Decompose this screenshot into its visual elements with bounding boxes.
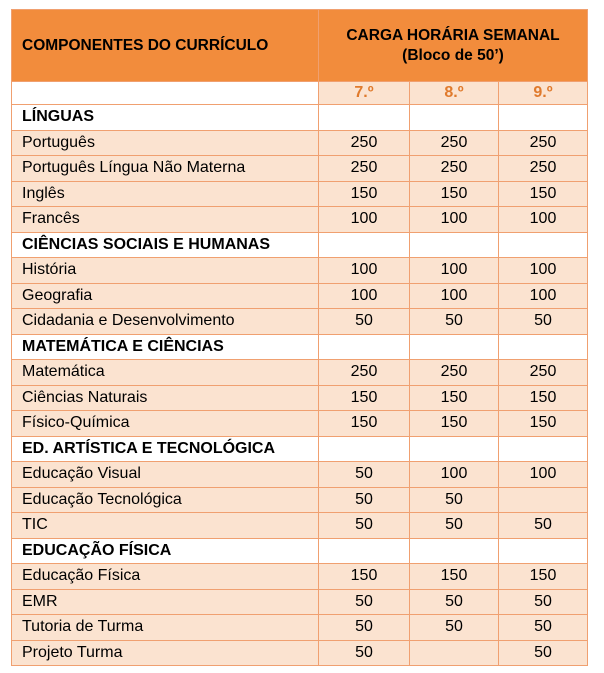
hours-cell-year-9	[499, 105, 588, 131]
component-label: Francês	[12, 207, 319, 233]
hours-cell-year-9: 250	[499, 360, 588, 386]
hours-cell-year-7	[319, 538, 410, 564]
hours-cell-year-8: 50	[410, 513, 499, 539]
block-duration-note: (Bloco de 50’)	[402, 46, 504, 64]
table-row	[12, 487, 588, 513]
table-row	[12, 411, 588, 437]
hours-cell-year-7: 150	[319, 385, 410, 411]
hours-cell-year-9: 50	[499, 615, 588, 641]
hours-cell-year-7: 100	[319, 258, 410, 284]
component-label: Tutoria de Turma	[12, 615, 319, 641]
hours-cell-year-8: 100	[410, 283, 499, 309]
hours-cell-year-8: 50	[410, 487, 499, 513]
hours-cell-year-7: 50	[319, 589, 410, 615]
hours-cell-year-7: 50	[319, 462, 410, 488]
hours-cell-year-7: 50	[319, 615, 410, 641]
table-header-row	[12, 10, 588, 82]
hours-cell-year-9: 250	[499, 156, 588, 182]
hours-cell-year-8: 250	[410, 130, 499, 156]
category-row	[12, 334, 588, 360]
hours-cell-year-8: 50	[410, 615, 499, 641]
hours-cell-year-8: 150	[410, 411, 499, 437]
component-label: Matemática	[12, 360, 319, 386]
hours-cell-year-7: 150	[319, 564, 410, 590]
weekly-load-title: CARGA HORÁRIA SEMANAL	[346, 26, 560, 44]
component-label: Educação Visual	[12, 462, 319, 488]
category-row	[12, 105, 588, 131]
table-row	[12, 181, 588, 207]
table-row	[12, 258, 588, 284]
component-label: Português Língua Não Materna	[12, 156, 319, 182]
hours-cell-year-9: 50	[499, 589, 588, 615]
hours-cell-year-8	[410, 640, 499, 666]
component-label: Geografia	[12, 283, 319, 309]
table-body	[12, 105, 588, 666]
table-row	[12, 462, 588, 488]
year-7-header: 7.º	[319, 82, 410, 105]
table-row	[12, 564, 588, 590]
hours-cell-year-9: 100	[499, 207, 588, 233]
category-label: EDUCAÇÃO FÍSICA	[12, 538, 319, 564]
hours-cell-year-7: 100	[319, 283, 410, 309]
curriculum-table	[11, 9, 588, 666]
hours-cell-year-8: 100	[410, 462, 499, 488]
years-row	[12, 82, 588, 105]
hours-cell-year-7: 50	[319, 640, 410, 666]
hours-cell-year-8	[410, 105, 499, 131]
hours-cell-year-9	[499, 436, 588, 462]
hours-cell-year-7: 50	[319, 487, 410, 513]
components-header: COMPONENTES DO CURRÍCULO	[12, 10, 319, 82]
hours-cell-year-9: 150	[499, 385, 588, 411]
category-label: CIÊNCIAS SOCIAIS E HUMANAS	[12, 232, 319, 258]
hours-cell-year-8: 250	[410, 360, 499, 386]
table-row	[12, 283, 588, 309]
component-label: História	[12, 258, 319, 284]
component-label: EMR	[12, 589, 319, 615]
hours-cell-year-9: 100	[499, 258, 588, 284]
component-label: Físico-Química	[12, 411, 319, 437]
table-row	[12, 130, 588, 156]
category-label: MATEMÁTICA E CIÊNCIAS	[12, 334, 319, 360]
hours-cell-year-7	[319, 334, 410, 360]
component-label: Educação Física	[12, 564, 319, 590]
component-label: Ciências Naturais	[12, 385, 319, 411]
year-8-header: 8.º	[410, 82, 499, 105]
hours-cell-year-9: 100	[499, 462, 588, 488]
hours-cell-year-7: 250	[319, 130, 410, 156]
table-row	[12, 615, 588, 641]
category-row	[12, 538, 588, 564]
hours-cell-year-9	[499, 487, 588, 513]
hours-cell-year-7	[319, 436, 410, 462]
hours-cell-year-8	[410, 538, 499, 564]
hours-cell-year-7: 150	[319, 411, 410, 437]
category-label: LÍNGUAS	[12, 105, 319, 131]
table-row	[12, 640, 588, 666]
component-label: Português	[12, 130, 319, 156]
hours-cell-year-8: 150	[410, 181, 499, 207]
hours-cell-year-9: 150	[499, 564, 588, 590]
table-row	[12, 360, 588, 386]
component-label: Inglês	[12, 181, 319, 207]
component-label: Projeto Turma	[12, 640, 319, 666]
table-row	[12, 589, 588, 615]
weekly-load-header	[319, 10, 588, 82]
component-label: Cidadania e Desenvolvimento	[12, 309, 319, 335]
category-row	[12, 436, 588, 462]
hours-cell-year-7: 50	[319, 309, 410, 335]
table-row	[12, 309, 588, 335]
table-row	[12, 156, 588, 182]
hours-cell-year-8: 100	[410, 207, 499, 233]
hours-cell-year-7: 250	[319, 156, 410, 182]
hours-cell-year-9	[499, 334, 588, 360]
hours-cell-year-7	[319, 232, 410, 258]
hours-cell-year-7: 150	[319, 181, 410, 207]
hours-cell-year-9: 150	[499, 181, 588, 207]
hours-cell-year-8: 50	[410, 589, 499, 615]
hours-cell-year-9: 150	[499, 411, 588, 437]
hours-cell-year-9: 250	[499, 130, 588, 156]
hours-cell-year-7	[319, 105, 410, 131]
category-row	[12, 232, 588, 258]
hours-cell-year-8	[410, 436, 499, 462]
component-label: TIC	[12, 513, 319, 539]
hours-cell-year-8: 50	[410, 309, 499, 335]
table-row	[12, 207, 588, 233]
hours-cell-year-8: 250	[410, 156, 499, 182]
year-9-header: 9.º	[499, 82, 588, 105]
hours-cell-year-9: 50	[499, 309, 588, 335]
hours-cell-year-8: 150	[410, 385, 499, 411]
hours-cell-year-8: 150	[410, 564, 499, 590]
hours-cell-year-9	[499, 232, 588, 258]
hours-cell-year-8: 100	[410, 258, 499, 284]
hours-cell-year-9: 100	[499, 283, 588, 309]
hours-cell-year-7: 100	[319, 207, 410, 233]
hours-cell-year-9	[499, 538, 588, 564]
curriculum-table-container	[11, 9, 587, 666]
component-label: Educação Tecnológica	[12, 487, 319, 513]
hours-cell-year-9: 50	[499, 513, 588, 539]
hours-cell-year-7: 50	[319, 513, 410, 539]
hours-cell-year-7: 250	[319, 360, 410, 386]
hours-cell-year-9: 50	[499, 640, 588, 666]
years-row-blank	[12, 82, 319, 105]
category-label: ED. ARTÍSTICA E TECNOLÓGICA	[12, 436, 319, 462]
table-row	[12, 513, 588, 539]
table-row	[12, 385, 588, 411]
hours-cell-year-8	[410, 334, 499, 360]
hours-cell-year-8	[410, 232, 499, 258]
